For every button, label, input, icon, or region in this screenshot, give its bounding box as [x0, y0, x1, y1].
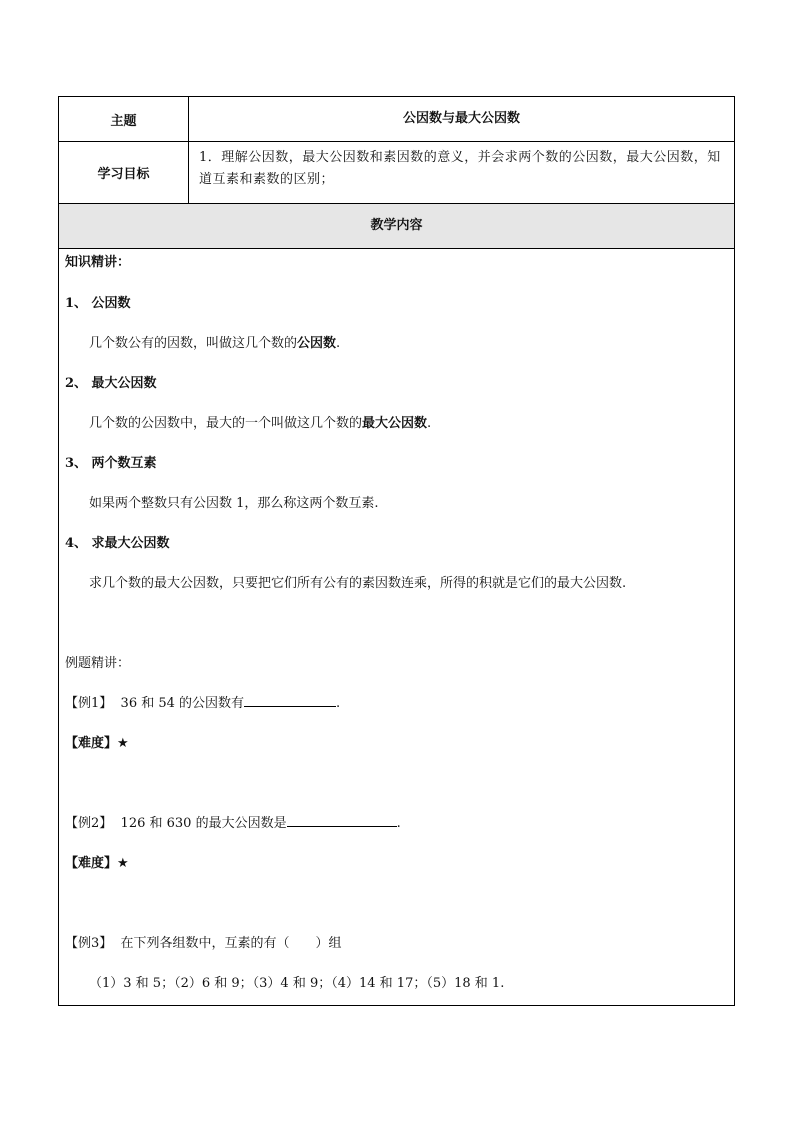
example-text: 126 和 630 的最大公因数是 — [120, 816, 287, 831]
item-text: 求几个数的最大公因数，只要把它们所有公有的素因数连乘，所得的积就是它们的最大公因数 — [89, 576, 623, 591]
knowledge-item-3-text — [89, 492, 379, 511]
knowledge-item-2-title — [65, 372, 157, 391]
answer-blank[interactable] — [287, 814, 397, 827]
star-icon: ★ — [117, 856, 129, 871]
item-title: 求最大公因数 — [91, 536, 170, 551]
knowledge-item-4-title — [65, 532, 170, 551]
item-period: . — [374, 496, 379, 511]
knowledge-item-2-text — [89, 412, 431, 431]
topic-row — [59, 97, 734, 142]
example-period: . — [396, 816, 401, 831]
knowledge-item-3-title — [65, 452, 157, 471]
example-1 — [65, 692, 340, 711]
star-icon: ★ — [117, 736, 129, 751]
item-text: 几个数公有的因数，叫做这几个数的 — [89, 336, 298, 351]
example-text: 在下列各组数中，互素的有（ ）组 — [120, 936, 342, 951]
goal-value: 1．理解公因数，最大公因数和素因数的意义，并会求两个数的公因数，最大公因数，知道互素和素数的区别； — [199, 150, 721, 187]
goal-row — [59, 142, 734, 204]
example-1-difficulty — [65, 732, 129, 751]
goal-label: 学习目标 — [59, 142, 189, 203]
item-term: 公因数 — [297, 336, 337, 351]
difficulty-label: 【难度】 — [65, 736, 118, 751]
knowledge-heading: 知识精讲： — [65, 255, 131, 270]
item-text: 如果两个整数只有公因数 1，那么称这两个数互素 — [89, 496, 375, 511]
item-number: 4、 — [65, 536, 88, 551]
knowledge-item-1-text — [89, 332, 340, 351]
topic-label: 主题 — [59, 97, 189, 141]
knowledge-item-1-title — [65, 292, 131, 311]
item-text: 几个数的公因数中，最大的一个叫做这几个数的 — [89, 416, 363, 431]
item-period: . — [622, 576, 627, 591]
item-term: 最大公因数 — [362, 416, 428, 431]
example-2 — [65, 812, 401, 831]
example-tag: 【例2】 — [65, 816, 113, 831]
difficulty-label: 【难度】 — [65, 856, 118, 871]
item-number: 3、 — [65, 456, 88, 471]
content-header-row — [59, 204, 734, 249]
item-number: 2、 — [65, 376, 88, 391]
item-title: 两个数互素 — [91, 456, 157, 471]
example-period: . — [336, 696, 341, 711]
example-tag: 【例1】 — [65, 696, 113, 711]
item-number: 1、 — [65, 296, 88, 311]
item-title: 最大公因数 — [91, 376, 157, 391]
knowledge-item-4-text — [89, 572, 626, 591]
example-2-difficulty — [65, 852, 129, 871]
example-3-options: （1）3 和 5；（2）6 和 9；（3）4 和 9；（4）14 和 17；（5）18 和 1. — [89, 976, 505, 991]
example-3 — [65, 932, 342, 951]
item-period: . — [336, 336, 341, 351]
content-label: 教学内容 — [370, 218, 423, 233]
item-period: . — [427, 416, 432, 431]
item-title: 公因数 — [91, 296, 131, 311]
lesson-table — [58, 96, 735, 1006]
answer-blank[interactable] — [244, 694, 336, 707]
content-body — [59, 249, 734, 1005]
topic-value: 公因数与最大公因数 — [402, 110, 520, 126]
examples-heading: 例题精讲： — [65, 656, 131, 671]
example-text: 36 和 54 的公因数有 — [120, 696, 245, 711]
example-tag: 【例3】 — [65, 936, 113, 951]
